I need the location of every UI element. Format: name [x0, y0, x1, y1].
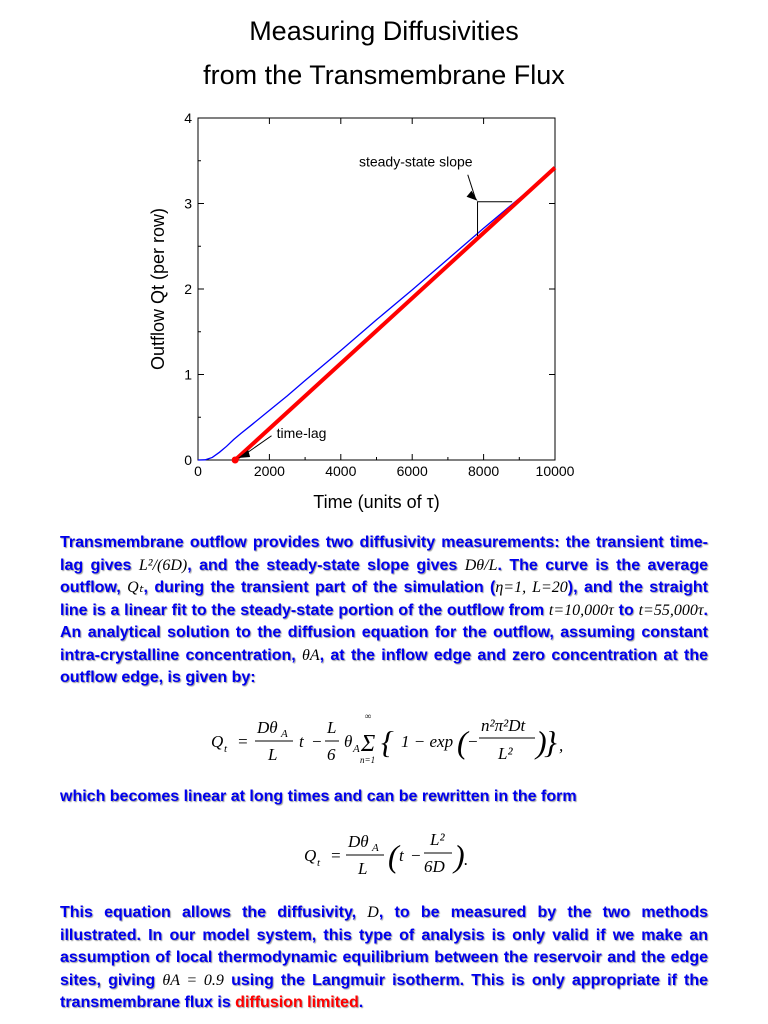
highlight-diffusion-limited: diffusion limited: [235, 994, 359, 1011]
svg-text:Q: Q: [211, 732, 224, 751]
svg-text:−: −: [311, 732, 323, 751]
svg-text:t: t: [399, 846, 404, 865]
equation-linear: [300, 823, 480, 883]
svg-text:A: A: [281, 728, 288, 740]
math-d: D: [367, 904, 379, 921]
svg-text:L: L: [327, 718, 337, 737]
arrowhead-slope: [467, 191, 478, 201]
svg-text:Dθ: Dθ: [348, 832, 369, 851]
y-tick-label: 1: [184, 366, 192, 383]
svg-text:=: =: [237, 732, 249, 751]
x-tick-label: 6000: [396, 463, 428, 479]
annotation-time-lag: time-lag: [276, 424, 327, 441]
paragraph-conclusion: This equation allows the diffusivity, D, to be measured by the two methods illustrated. In our model system, this type of analysis is only valid if we make an assumption of local thermodynamic equilibrium between the reservoir and the edge sites, giving θA = 0.9 using the Langmuir isotherm. This is only appropriate if the transmembrane flux is diffusion limited.: [60, 904, 709, 1011]
y-tick-label: 0: [184, 452, 192, 468]
svg-text:}: }: [544, 724, 557, 760]
x-tick-label: 0: [194, 463, 202, 479]
math-timelag: L²/(6D): [138, 556, 188, 574]
svg-text:.: .: [464, 850, 469, 869]
page-title-line1: Measuring Diffusivities: [249, 16, 519, 46]
annotation-steady-state-slope: steady-state slope: [358, 153, 473, 170]
math-theta-value: θA = 0.9: [162, 971, 224, 989]
svg-text:L: L: [268, 745, 278, 764]
y-tick-label: 4: [184, 110, 192, 126]
math-theta: θA: [302, 646, 320, 664]
svg-text:1 − exp: 1 − exp: [401, 732, 454, 751]
svg-text:L²: L²: [430, 830, 445, 849]
math-params: η=1, L=20: [495, 579, 568, 596]
svg-text:A: A: [353, 743, 360, 755]
svg-text:): ): [454, 838, 465, 874]
svg-text:Dθ: Dθ: [257, 718, 278, 737]
y-tick-label: 3: [184, 195, 192, 212]
paragraph-intro: Transmembrane outflow provides two diffusivity measurements: the transient time-lag gives L²/(6D), and the steady-state slope gives Dθ/L. The curve is the average outflow, Qₜ, during the transient part of the simulation (η=1, L=20), and the straight line is a linear fit to the steady-state portion of the outflow from t=10,000τ to t=55,000τ. An analytical solution to the diffusion equation for the outflow, assuming constant intra-crystalline concentration, θA, at the inflow edge and zero concentration at the outflow edge, is given by:: [60, 534, 709, 686]
svg-text:−: −: [467, 732, 479, 751]
svg-text:=: =: [330, 846, 342, 865]
svg-text:6: 6: [327, 745, 336, 764]
svg-text:∞: ∞: [365, 711, 372, 721]
svg-text:(: (: [457, 724, 468, 760]
svg-text:n²π²Dt: n²π²Dt: [481, 716, 526, 735]
svg-text:{: {: [381, 724, 394, 760]
x-axis-label: Time (units of τ): [313, 492, 440, 512]
outflow-curve-series: [198, 168, 555, 460]
y-axis-label: Outflow Qt (per row): [148, 207, 168, 371]
paragraph-linear: which becomes linear at long times and can be rewritten in the form: [60, 788, 577, 805]
fit-line-series: [235, 168, 555, 460]
x-tick-label: 4000: [325, 463, 357, 479]
svg-text:A: A: [372, 842, 379, 854]
equation-analytical: [205, 705, 565, 775]
math-t-start: t=10,000τ: [548, 601, 614, 619]
time-lag-intercept-point: [232, 457, 239, 464]
svg-text:t: t: [299, 732, 304, 751]
svg-text:): ): [536, 724, 547, 760]
page-title-line2: from the Transmembrane Flux: [203, 60, 565, 90]
svg-text:,: ,: [559, 736, 564, 755]
svg-text:t: t: [317, 857, 321, 869]
x-tick-label: 10000: [535, 463, 575, 479]
y-tick-label: 2: [184, 281, 192, 297]
svg-text:L²: L²: [498, 744, 513, 763]
svg-text:−: −: [410, 846, 422, 865]
svg-text:(: (: [388, 838, 399, 874]
x-tick-label: 8000: [468, 463, 500, 479]
svg-text:θ: θ: [344, 732, 353, 751]
svg-text:Q: Q: [304, 846, 317, 865]
svg-text:Σ: Σ: [361, 731, 376, 757]
math-t-end: t=55,000τ: [638, 601, 704, 619]
svg-text:6D: 6D: [424, 857, 445, 876]
svg-text:t: t: [224, 743, 228, 755]
x-tick-label: 2000: [253, 463, 285, 479]
svg-text:n=1: n=1: [360, 755, 376, 765]
math-qt: Qₜ: [127, 579, 144, 596]
svg-text:L: L: [358, 859, 368, 878]
outflow-chart: [140, 105, 600, 520]
math-slope: Dθ/L: [464, 556, 498, 574]
